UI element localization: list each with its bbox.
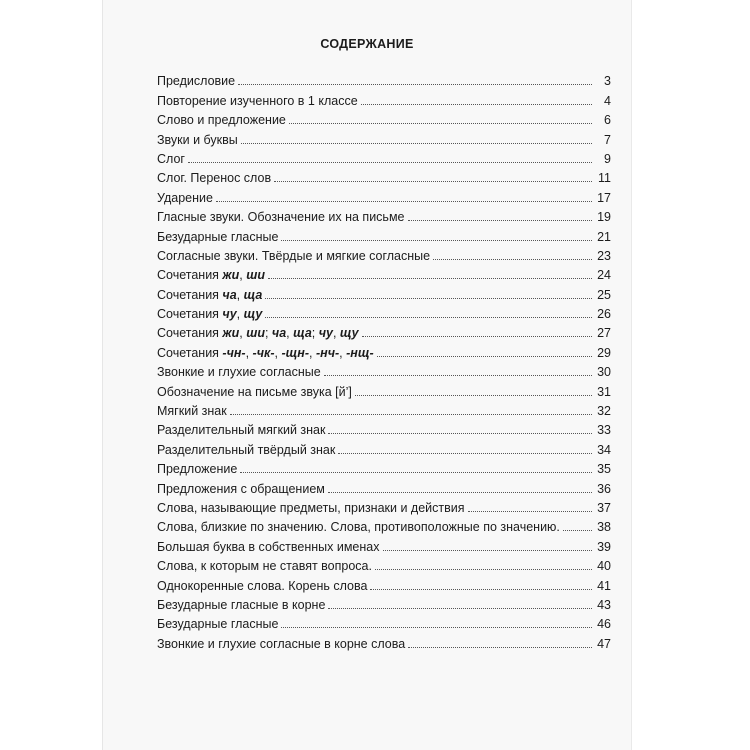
toc-entry-title — [157, 423, 325, 437]
toc-entry — [157, 593, 611, 612]
toc-page-number: 11 — [598, 171, 611, 186]
title-text: Ударение — [157, 190, 213, 205]
dot-leader — [377, 346, 592, 357]
title-text: Звонкие и глухие согласные в корне слова — [157, 636, 406, 651]
title-text: Разделительный твёрдый знак — [157, 442, 336, 457]
title-text: Сочетания — [157, 268, 223, 283]
dot-leader — [338, 443, 592, 454]
title-text: Слово и предложение — [157, 113, 286, 128]
toc-page-number: 36 — [597, 481, 611, 496]
dot-leader — [355, 385, 592, 396]
title-text: Гласные звуки. Обозначение их на письме — [157, 210, 405, 225]
dot-leader — [281, 617, 592, 628]
toc-entry-title — [157, 210, 405, 224]
toc-entry — [157, 631, 611, 650]
toc-page-number: 17 — [597, 190, 611, 205]
title-text: , — [274, 345, 282, 360]
toc-entry — [157, 437, 611, 456]
toc-entry — [157, 340, 611, 359]
toc-page-number: 26 — [597, 307, 611, 322]
dot-leader — [408, 637, 592, 648]
toc-entry-title — [157, 133, 238, 147]
dot-leader — [265, 307, 592, 318]
title-text: Предложение — [157, 462, 238, 477]
toc-page-number: 27 — [597, 326, 611, 341]
toc-entry-title — [157, 462, 237, 476]
toc-entry-title — [157, 365, 321, 379]
toc-entry-title — [157, 482, 325, 496]
toc-page-number: 43 — [597, 597, 611, 612]
letter-combination: чу — [318, 326, 333, 341]
title-text: , — [245, 345, 253, 360]
toc-entry-title — [157, 113, 286, 127]
toc-entry — [157, 457, 611, 476]
letter-combination: ща — [243, 287, 263, 302]
toc-page-number: 29 — [597, 345, 611, 360]
title-text: , — [236, 287, 244, 302]
toc-page-number: 9 — [604, 151, 611, 166]
letter-combination: ши — [246, 268, 265, 283]
toc-entry — [157, 360, 611, 379]
toc-entry-title — [157, 520, 560, 534]
letter-combination: -щн- — [281, 345, 310, 360]
title-text: Безударные гласные — [157, 229, 279, 244]
toc-page-number: 38 — [597, 520, 611, 535]
title-text: Слова, к которым не ставят вопроса. — [157, 559, 372, 574]
dot-leader — [265, 288, 592, 299]
title-text: Слова, называющие предметы, признаки и действия — [157, 500, 465, 515]
letter-combination: -чк- — [252, 345, 275, 360]
toc-entry-title — [157, 74, 235, 88]
title-text: Однокоренные слова. Корень слова — [157, 578, 368, 593]
dot-leader — [433, 249, 592, 260]
dot-leader — [370, 579, 592, 590]
letter-combination: жи — [222, 326, 240, 341]
toc-entry — [157, 399, 611, 418]
toc-page-number: 35 — [597, 462, 611, 477]
toc-entry — [157, 185, 611, 204]
dot-leader — [238, 74, 592, 85]
toc-page-number: 3 — [604, 74, 611, 89]
dot-leader — [361, 94, 592, 105]
title-text: Разделительный мягкий знак — [157, 423, 326, 438]
dot-leader — [563, 520, 592, 531]
dot-leader — [408, 210, 593, 221]
title-text: Сочетания — [157, 287, 223, 302]
toc-page-number: 24 — [597, 268, 611, 283]
toc-page-number: 47 — [597, 636, 611, 651]
toc-entry — [157, 224, 611, 243]
toc-entry — [157, 496, 611, 515]
toc-entry — [157, 554, 611, 573]
dot-leader — [328, 423, 592, 434]
table-of-contents — [157, 69, 611, 651]
title-text: Слог — [157, 151, 185, 166]
toc-page-number: 23 — [597, 248, 611, 263]
toc-page-number: 40 — [597, 559, 611, 574]
dot-leader — [328, 482, 592, 493]
toc-entry — [157, 612, 611, 631]
toc-entry-title — [157, 230, 278, 244]
toc-entry-title — [157, 94, 358, 108]
toc-entry — [157, 476, 611, 495]
letter-combination: щу — [339, 326, 359, 341]
dot-leader — [383, 540, 593, 551]
toc-entry-title — [157, 540, 380, 554]
title-text: Сочетания — [157, 326, 223, 341]
title-text: Слова, близкие по значению. Слова, противоположные по значению. — [157, 520, 560, 535]
toc-page-number: 33 — [597, 423, 611, 438]
toc-entry — [157, 205, 611, 224]
toc-entry — [157, 302, 611, 321]
letter-combination: чу — [222, 307, 237, 322]
toc-entry — [157, 534, 611, 553]
toc-page-number: 31 — [597, 384, 611, 399]
dot-leader — [241, 133, 592, 144]
title-text: , — [239, 326, 247, 341]
toc-entry-title — [157, 579, 367, 593]
toc-page-number: 32 — [597, 404, 611, 419]
dot-leader — [468, 501, 592, 512]
dot-leader — [230, 404, 592, 415]
title-text: Звуки и буквы — [157, 132, 238, 147]
toc-entry-title — [157, 404, 227, 418]
title-text: Согласные звуки. Твёрдые и мягкие согласные — [157, 248, 431, 263]
letter-combination: ща — [293, 326, 312, 341]
title-text: Обозначение на письме звука [й’] — [157, 384, 352, 399]
title-text: ; — [311, 326, 319, 341]
toc-entry — [157, 88, 611, 107]
title-text: ; — [264, 326, 272, 341]
toc-entry — [157, 282, 611, 301]
toc-entry-title — [157, 326, 359, 340]
toc-entry-title — [157, 559, 372, 573]
dot-leader — [216, 191, 592, 202]
toc-page-number: 37 — [597, 500, 611, 515]
toc-entry-title — [157, 152, 185, 166]
dot-leader — [289, 113, 592, 124]
toc-page-number: 21 — [597, 229, 611, 244]
letter-combination: жи — [222, 268, 240, 283]
toc-page-number: 25 — [597, 287, 611, 302]
toc-page-number: 7 — [604, 132, 611, 147]
toc-page-number: 41 — [597, 578, 611, 593]
toc-page-number: 46 — [597, 617, 611, 632]
toc-entry — [157, 147, 611, 166]
letter-combination: ча — [222, 287, 237, 302]
toc-entry-title — [157, 385, 352, 399]
toc-entry — [157, 379, 611, 398]
dot-leader — [362, 326, 592, 337]
toc-entry-title — [157, 268, 265, 282]
toc-entry — [157, 166, 611, 185]
title-text: Большая буква в собственных именах — [157, 539, 380, 554]
dot-leader — [240, 462, 592, 473]
letter-combination: -нч- — [315, 345, 340, 360]
title-text: , — [286, 326, 294, 341]
toc-entry — [157, 108, 611, 127]
toc-page-number: 34 — [597, 442, 611, 457]
title-text: Звонкие и глухие согласные — [157, 365, 321, 380]
toc-page-number: 30 — [597, 365, 611, 380]
title-text: Безударные гласные в корне — [157, 597, 326, 612]
toc-entry — [157, 127, 611, 146]
title-text: Сочетания — [157, 345, 223, 360]
toc-entry-title — [157, 617, 278, 631]
toc-page-number: 4 — [604, 93, 611, 108]
toc-entry-title — [157, 249, 430, 263]
dot-leader — [274, 171, 592, 182]
toc-entry — [157, 69, 611, 88]
page-title: СОДЕРЖАНИЕ — [320, 37, 414, 51]
title-text: Безударные гласные — [157, 617, 279, 632]
title-text: Мягкий знак — [157, 404, 227, 419]
title-text: Предисловие — [157, 74, 236, 89]
toc-entry-title — [157, 443, 335, 457]
toc-page-number: 19 — [597, 210, 611, 225]
dot-leader — [268, 268, 592, 279]
toc-entry-title — [157, 307, 262, 321]
toc-entry — [157, 515, 611, 534]
toc-entry — [157, 573, 611, 592]
toc-entry-title — [157, 501, 465, 515]
toc-entry-title — [157, 171, 271, 185]
toc-entry-title — [157, 288, 262, 302]
letter-combination: ши — [246, 326, 265, 341]
title-text: , — [239, 268, 247, 283]
title-text: Предложения с обращением — [157, 481, 325, 496]
toc-entry — [157, 244, 611, 263]
toc-entry-title — [157, 598, 325, 612]
letter-combination: щу — [243, 307, 263, 322]
letter-combination: -чн- — [222, 345, 246, 360]
dot-leader — [324, 365, 592, 376]
letter-combination: ча — [271, 326, 287, 341]
toc-page-number: 6 — [604, 113, 611, 128]
title-text: Повторение изученного в 1 классе — [157, 93, 358, 108]
dot-leader — [281, 230, 592, 241]
dot-leader — [375, 559, 592, 570]
title-text: , — [309, 345, 316, 360]
dot-leader — [188, 152, 592, 163]
title-text: , — [332, 326, 340, 341]
toc-entry — [157, 263, 611, 282]
toc-entry — [157, 321, 611, 340]
letter-combination: -нщ- — [346, 345, 374, 360]
toc-entry-title — [157, 191, 213, 205]
toc-entry — [157, 418, 611, 437]
title-text: , — [339, 345, 347, 360]
toc-page-number: 39 — [597, 539, 611, 554]
toc-entry-title — [157, 637, 405, 651]
dot-leader — [328, 598, 592, 609]
title-text: , — [236, 307, 244, 322]
title-text: Слог. Перенос слов — [157, 171, 272, 186]
title-text: Сочетания — [157, 307, 223, 322]
toc-entry-title — [157, 346, 374, 360]
